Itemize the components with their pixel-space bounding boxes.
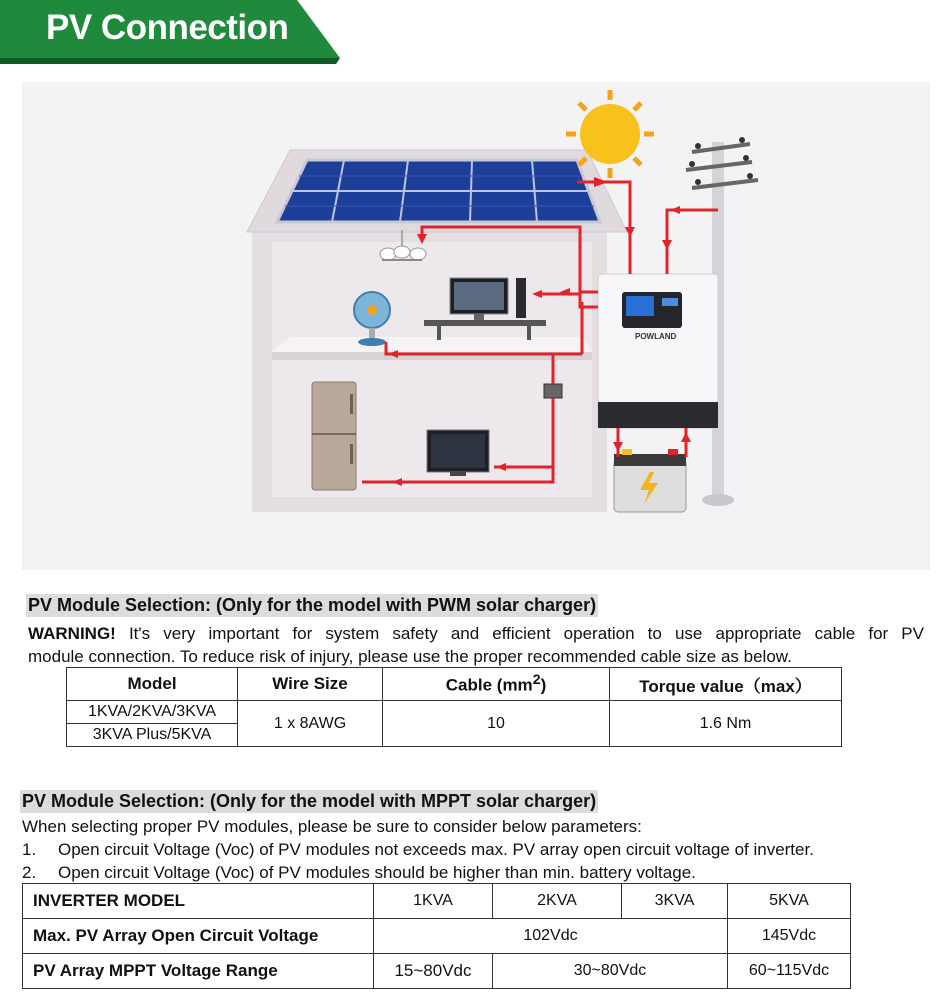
row-label-inverter-model: INVERTER MODEL [23, 884, 374, 919]
table-row [23, 884, 851, 919]
wire-size-cell: 1 x 8AWG [238, 701, 383, 747]
max-voltage-5kva: 145Vdc [728, 919, 851, 954]
table-row [23, 954, 851, 989]
warning-line-1 [28, 622, 924, 645]
list-item-number: 1. [22, 840, 37, 859]
refrigerator-icon [312, 382, 356, 490]
model-cell-1: 1KVA/2KVA/3KVA [67, 701, 238, 724]
switch-box-icon [544, 384, 562, 398]
header-wire-size: Wire Size [238, 668, 383, 701]
warning-text-1: It's very important for system safety and efficient operation to use appropriate cable for PV [115, 624, 924, 643]
torque-cell: 1.6 Nm [610, 701, 842, 747]
inverter-icon [598, 274, 718, 428]
inverter-brand-label: POWLAND [635, 332, 677, 341]
model-1kva: 1KVA [374, 884, 493, 919]
page-title: PV Connection [46, 8, 289, 47]
header-cable-sup: 2 [532, 672, 541, 689]
table-row [67, 701, 842, 724]
max-voltage-low-models: 102Vdc [374, 919, 728, 954]
header-cable [383, 668, 610, 701]
table-header-row [67, 668, 842, 701]
pwm-cable-table [66, 667, 842, 747]
model-2kva: 2KVA [493, 884, 622, 919]
row-label-mppt-range: PV Array MPPT Voltage Range [23, 954, 374, 989]
list-item-text: Open circuit Voltage (Voc) of PV modules not exceeds max. PV array open circuit voltage of inverter. [58, 840, 814, 859]
row-label-max-voltage: Max. PV Array Open Circuit Voltage [23, 919, 374, 954]
mppt-intro: When selecting proper PV modules, please be sure to consider below parameters: [22, 817, 642, 836]
header-torque: Torque value（max） [610, 668, 842, 701]
table-row [23, 919, 851, 954]
header-model: Model [67, 668, 238, 701]
solar-panel-icon [277, 160, 600, 222]
television-icon [427, 430, 489, 476]
list-item [22, 861, 696, 884]
mppt-range-2-3kva: 30~80Vdc [493, 954, 728, 989]
model-5kva: 5KVA [728, 884, 851, 919]
battery-icon [614, 449, 686, 512]
cable-cell: 10 [383, 701, 610, 747]
list-item [22, 838, 814, 861]
warning-line-2: module connection. To reduce risk of injury, please use the proper recommended cable size as below. [28, 647, 792, 666]
mppt-range-1kva: 15~80Vdc [374, 954, 493, 989]
mppt-section-heading: PV Module Selection: (Only for the model with MPPT solar charger) [22, 791, 597, 811]
header-cable-prefix: Cable (mm [445, 675, 533, 695]
model-3kva: 3KVA [622, 884, 728, 919]
mppt-voltage-table [22, 883, 851, 989]
header-cable-suffix: ) [540, 675, 547, 695]
sun-icon [566, 90, 654, 178]
mppt-range-5kva: 60~115Vdc [728, 954, 851, 989]
pv-connection-diagram [22, 82, 930, 570]
pwm-section-heading: PV Module Selection: (Only for the model with PWM solar charger) [28, 595, 597, 615]
model-cell-2: 3KVA Plus/5KVA [67, 724, 238, 747]
list-item-text: Open circuit Voltage (Voc) of PV modules should be higher than min. battery voltage. [58, 863, 696, 882]
warning-label: WARNING! [28, 624, 116, 643]
section-banner [0, 0, 340, 64]
list-item-number: 2. [22, 863, 37, 882]
